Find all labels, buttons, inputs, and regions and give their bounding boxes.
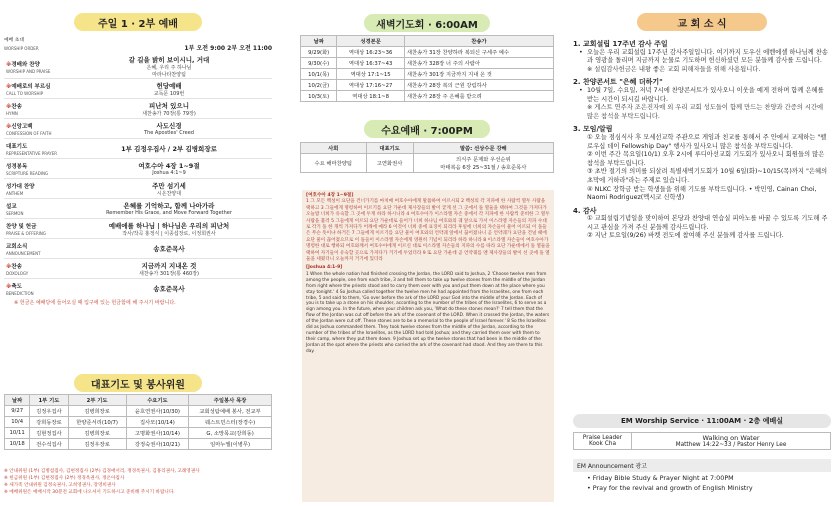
order-item-kr: 성경봉독 [6,163,28,170]
order-item-kr: 신앙고백 [11,123,33,130]
dawn-cell: 역대상 16:23~36 [337,47,404,58]
em-leader-role: Praise Leader [582,435,623,441]
order-row [4,159,272,179]
order-item-name [4,179,66,199]
prayer-header-cell: 수요기도 [126,395,188,406]
news-title: 교 회 소 식 [637,13,767,31]
order-header-right: 1부 오전 9:00 2부 오전 11:00 [184,45,272,52]
prayer-cell: 교회성탐예배 봉사, 전교부 [189,406,272,417]
scripture-text [302,190,554,502]
worship-order-column [4,0,272,507]
dawn-header-cell: 성경본문 [337,36,404,47]
scripture-ref-en: [Joshua 4:1-9] [306,265,343,271]
order-item-main: 헌당예배 [156,81,182,90]
order-item-kr: 찬송 [11,103,22,110]
prayer-header-cell: 날짜 [5,395,30,406]
order-row [4,259,272,279]
em-announce-item: • Pray for the revival and growth of English Ministry [587,484,753,492]
order-item-sub: 새찬송가 301장(통 460장) [139,270,199,277]
wed-sermon-title: 의식주 문제와 우선순위 [456,157,511,163]
standing-star-icon: ※ [6,103,12,110]
worship-order-table [4,55,272,299]
order-item-sub: Remember His Grace, and Move Forward Together [106,210,232,216]
order-item-content [66,199,272,219]
prayer-row [5,406,272,417]
dawn-row [301,69,554,80]
em-row [574,433,831,450]
order-item-main: 송호준목사 [153,285,185,294]
order-row [4,139,272,159]
news-list [573,36,831,241]
order-item-content [66,179,272,199]
dawn-cell: 새찬송가 328장 너 주의 사람아 [404,58,553,69]
prayer-header-cell: 주일봉사 목장 [189,395,272,406]
prayer-row [5,417,272,428]
order-item-name [4,239,66,259]
order-item-en: CONFESSION OF FAITH [6,130,52,136]
prayer-cell: 10/18 [5,439,30,450]
offering-note: ※ 헌금은 예배당에 들어오실 때 입구에 있는 헌금함에 해 주시기 바랍니다. [14,300,176,306]
news-item: ※ 설립감사헌금은 내왕 좋은 교회 피해자들을 위해 사용됩니다. [587,65,761,73]
em-title: EM Worship Service · 11:00AM · 2층 예배실 [573,414,831,428]
order-item-content [66,119,272,139]
standing-star-icon: ※ [6,263,12,270]
order-item-kr: 교회소식 [6,243,28,250]
order-item-main: 갈 길을 밝히 보이시니, 거대 [128,56,210,64]
news-item: ④ NLKC 장학금 받는 학생들을 위해 기도를 부탁드립니다. • 박민영, Cainan Choi, Naomi Rodriguez(멕시코 신학생) [587,185,817,202]
order-item-main: 여호수아 4장 1~9절 [138,162,200,170]
scripture-text-kr: 1 그 모든 백성이 요단을 건너가기를 마치매 여호수아에게 말씀하여 이르시되 2 백성의 각 지파에 한 사람씩 열두 사람을 택하고 3 그들에게 명령하여 이르기를 요단 가운데 제사장들의 발이 굳게 선 그 곳에서 돌 열둘을 택하여 그것을 가져다가 오늘밤 너희가 유숙할 그 곳에 두게 하라 하시니라 4 여호수아가 이스라엘 자손 중에서 각 지파에 한 사람씩 준비한 그 열두 사람을 불러 5 그들에게 이르되 요단 가운데로 들어가 너희 하나님 여호와의 궤 앞으로 가서 이스라엘 자손들의 지파 수대로 각기 돌 한 개씩 가져다가 어깨에 메라 6 이것이 너희 중에 표징이 되리라 후일에 너희의 자손들이 물어 이르되 이 돌들은 무슨 뜻이냐 하거든 7 그들에게 이르기를 요단 물이 여호와의 언약궤 앞에서 끊어졌나니 곧 언약궤가 요단을 건널 때에 요단 물이 끊어졌으므로 이 돌들이 이스라엘 자손에게 영원히 기념이 되리라 하라 하니라 8 이스라엘 자손들이 여호수아가 명령한 대로 행하되 여호와께서 여호수아에게 이르신 대로 이스라엘 자손들의 지파의 수를 따라 요단 가운데에서 돌 열둘을 택하여 자기들이 유숙할 곳으로 가져다가 거기에 두었더라 9 또 요단 가운데 곧 언약궤를 멘 제사장들의 발이 선 곳에 돌 열둘을 세웠더니 오늘까지 거기에 있더라 [306,199,550,263]
news-column [573,0,831,507]
order-row [4,119,272,139]
volunteer-note: ※ 헌금위원 (1부) 김현정집사 (2부) 정경옥권사, 정온아집사 [4,476,125,481]
dawn-cell: 역대상 18:1~8 [337,91,404,102]
order-item-kr: 찬송 [11,263,22,270]
order-row [4,219,272,239]
dawn-cell: 새찬송가 28장 주 은혜를 받으려 [404,91,553,102]
order-item-name [4,119,66,139]
sunday-worship-title: 주일 1 · 2부 예배 [74,13,202,31]
order-item-main: 주만 섬기세 [152,181,186,190]
prayer-cell: 강희동장로 [30,417,68,428]
order-item-en: ANTHEM [6,190,24,196]
volunteer-note: ※ 안내위원 (1부) 김병섭집사, 김현정집사 (2부) 김경애서리, 정경옥권사, 김홍리권사, 고례영권사 [4,469,200,474]
dawn-header-cell: 찬송가 [404,36,553,47]
volunteer-notes [4,468,272,496]
wednesday-title: 수요예배 · 7:00PM [364,120,490,138]
dawn-row [301,47,554,58]
dawn-prayer-table [300,35,554,102]
order-item-en: ANNOUNCEMENT [6,250,41,256]
em-sermon-title: Walking on Water [702,434,760,442]
order-item-kr: 찬양 및 헌금 [6,223,37,230]
news-item: ② 이번 주간 목요일(10/1) 오후 2시에 루디아선교회 기도회가 있사오니 회원들의 많은 참석을 부탁드립니다. [587,151,825,167]
prayer-cell: 고명화권사(10/14) [126,428,188,439]
order-item-main: 은혜를 기억하고, 함께 나아가라 [123,202,215,210]
em-leader [574,433,632,450]
order-item-name [4,139,66,159]
news-item: • 오늘은 우리 교회설립 17주년 감사주일입니다. 여기까지 도우신 에벤에셀 하나님께 찬송과 영광을 돌리며 지금까지 눈물로 기도하며 헌신하셨던 모든 분들께 감사를 드립니다. [573,49,831,66]
dawn-row [301,58,554,69]
news-heading: 1. 교회설립 17주년 감사 주일 [573,40,668,48]
scripture-ref-kr: [여호수아 4장 1~9절] [306,193,354,198]
order-item-main: 송호준목사 [153,245,185,253]
wed-leader: 수요 해마찬양팀 [301,154,367,173]
order-item-content [66,259,272,279]
prayer-cell: 전수석집사 [30,439,68,450]
prayer-cell: 김현정집사 [30,428,68,439]
order-item-content [66,279,272,299]
dawn-row [301,80,554,91]
em-announce-title: EM Announcement 광고 [573,459,831,472]
order-item-content [66,99,272,119]
order-item-main: 사도신경 [156,122,182,130]
order-item-en: SERMON [6,210,24,216]
order-item-en: HYMN [6,110,18,116]
standing-star-icon: ※ [6,283,12,290]
wed-header-cell: 말씀: 선상수문 강해 [413,143,553,154]
order-item-content [66,219,272,239]
order-item-name [4,279,66,299]
order-header-left [4,36,39,51]
dawn-cell: 역대상 17:16~27 [337,80,404,91]
em-sermon-ref: Matthew 14:22~33 / Pastor Henry Lee [675,442,787,448]
order-row [4,239,272,259]
news-item: ※ 게스트 연주자 조은진자매 외 우리 교회 성도들이 함께 만드는 찬양과 간증의 시간에 많은 참석을 부탁드립니다. [587,104,824,120]
order-item-content [66,139,272,159]
order-row [4,179,272,199]
prayer-cell: 집사모(10/14) [126,417,188,428]
prayer-table [4,394,272,450]
volunteer-note: ※ 새가족 안내위원 김정숙권사, 고희영권사, 장영희권사 [4,483,116,488]
order-item-kr: 축도 [11,283,22,290]
wednesday-row [301,154,554,173]
em-sermon [632,433,831,450]
wed-header-cell: 대표기도 [366,143,413,154]
em-leader-name: Kook Cha [588,441,617,447]
prayer-row [5,428,272,439]
order-item-sub: 작사/작곡 홍정식 | 이종섭장로, 이정희권사 [122,230,216,237]
prayer-header-cell: 2부 기도 [68,395,126,406]
order-item-sub: 시온찬양대 [156,190,182,197]
order-header-left-en: WORSHIP ORDER [4,46,39,51]
prayer-cell: 한양준서리(10/7) [68,417,126,428]
dawn-header-cell: 날짜 [301,36,337,47]
wed-prayer: 고연화권사 [366,154,413,173]
dawn-cell: 10/1(목) [301,69,337,80]
order-item-sub: 은혜, 우리 주 하나님 [146,65,192,71]
order-item-main: 지금까지 지내온 것 [141,261,197,270]
prayer-cell: 9/27 [5,406,30,417]
order-item-name [4,79,66,99]
order-item-content [66,55,272,79]
order-item-name [4,219,66,239]
order-row [4,79,272,99]
order-item-sub: 교독문 109번 [153,90,185,97]
wed-header-cell: 사회 [301,143,367,154]
volunteer-note: ※ 예배위원은 예배시작 30분전 교회에 나오셔서 기도하시고 준비해 주시기 바랍니다. [4,490,175,495]
order-item-en: SCRIPTURE READING [6,170,49,176]
dawn-cell: 새찬송가 31장 찬양하라 복되신 구세주 예수 [404,47,553,58]
prayer-cell: 윤호연권사(10/30) [126,406,188,417]
order-item-en: BENEDICTION [6,290,34,296]
order-item-name [4,55,66,79]
order-row [4,199,272,219]
em-announce-item: • Friday Bible Study & Prayer Night at 7:00PM [587,474,734,482]
order-item-kr: 대표기도 [6,143,28,150]
order-item-sub: The Apostles' Creed [144,130,194,136]
order-item-main: 1부 김정우집사 / 2부 김병희장로 [121,145,217,153]
order-item-kr: 성가대 찬양 [6,183,35,190]
wednesday-table [300,142,554,173]
prayer-cell: 김병희장로 [68,428,126,439]
order-item-name [4,259,66,279]
order-item-name [4,99,66,119]
order-item-en: CALL TO WORSHIP [6,90,44,96]
news-item: ② 지난 토요일(9/26) 바켓 전도에 참여해 주신 분들께 감사를 드립니다. [587,232,784,240]
news-item: • 10월 7일, 수요일, 저녁 7시에 찬양콘서트가 있사오니 이웃을 예게 전하며 함께 은혜를 받는 시간이 되시길 바랍니다. [573,87,831,104]
wed-sermon-ref: 마태복음 6장 25~31절 / 송호준목사 [440,165,527,171]
em-announce-list [587,473,827,493]
prayer-cell: G, 소망목교(강희동) [189,428,272,439]
prayer-row [5,439,272,450]
prayer-cell: 임마누엘(이병무) [189,439,272,450]
order-row [4,279,272,299]
prayer-cell: 김정우장로 [68,439,126,450]
order-item-sub: Joshua 4:1~9 [152,170,186,176]
order-item-en: REPRESENTATIVE PRAYER [6,150,58,156]
dawn-row [301,91,554,102]
em-table [573,432,831,450]
dawn-cell: 새찬송가 28장 복의 근원 강림하사 [404,80,553,91]
prayer-title: 대표기도 및 봉사위원 [74,374,202,392]
order-item-content [66,239,272,259]
prayer-header-cell: 1부 기도 [30,395,68,406]
dawn-prayer-title: 새벽기도회 · 6:00AM [364,14,490,32]
dawn-cell: 9/30(수) [301,58,337,69]
standing-star-icon: ※ [6,61,12,68]
standing-star-icon: ※ [6,123,12,130]
wed-sermon [413,154,553,173]
prayer-cell: 10/4 [5,417,30,428]
order-item-content [66,159,272,179]
dawn-cell: 10/3(토) [301,91,337,102]
order-item-en: WORSHIP AND PRAISE [6,68,51,74]
order-item-main: 피난처 있으니 [149,101,189,110]
prayer-cell: 김병희장로 [68,406,126,417]
order-row [4,55,272,79]
order-item-main: 예배에를 하나님 | 하나님은 우리의 피난처 [108,221,230,230]
standing-star-icon: ※ [6,83,12,90]
prayer-cell: 웨스트민스터(장경수) [189,417,272,428]
dawn-cell: 새찬송가 301장 지금까지 지내 온 것 [404,69,553,80]
news-heading: 4. 감사 [573,206,597,215]
news-heading: 2. 찬양콘서트 "은혜 더하기" [573,78,663,87]
dawn-cell: 역대상 16:37~43 [337,58,404,69]
dawn-cell: 9/29(화) [301,47,337,58]
news-heading: 3. 모임/알림 [573,125,613,134]
order-item-en: PRAISE & OFFERING [6,230,47,236]
order-header-left-kr: 예배 초대 [4,38,25,43]
order-item-name [4,159,66,179]
news-item: ③ 초반 절기의 의미를 되살려 특별새벽기도회가 10월 6일(화)~10/15(목)까지 "은혜의 초막에 거하라"라는 주제로 있습니다. [587,168,828,184]
order-item-en: DOXOLOGY [6,270,29,276]
scripture-text-en: 1 When the whole nation had finished crossing the Jordan, the LORD said to Joshua, 2 'Choose twelve men from among the people, one from each tribe, 3 and tell them to take up twelve stones from the middle of the Jordan from right where the priests stood and to carry them over with you and put them down at the place where you stay tonight.' 4 So Joshua called together the twelve men he had appointed from the Israelites, one from each tribe, 5 and said to them, 'Go over before the ark of the LORD your God into the middle of the Jordan. Each of you is to take up a stone on his shoulder, according to the number of the tribes of the Israelites, 6 to serve as a sign among you. In the future, when your children ask you, 'What do these stones mean?' 7 tell them that the flow of the Jordan was cut off before the ark of the covenant of the LORD. When it crossed the Jordan, the waters of the Jordan were cut off. These stones are to be a memorial to the people of Israel forever.' 8 So the Israelites did as Joshua commanded them. They took twelve stones from the middle of the Jordan, according to the number of the tribes of the Israelites, as the LORD had told Joshua; and they carried them over with them to their camp, where they put them down. 9 Joshua set up the twelve stones that had been in the middle of the Jordan at the spot where the priests who carried the ark of the covenant had stood. And they are there to this day. [306,271,550,354]
news-item: ① 교회설립기념일을 맞이하여 본당과 찬양대 연습실 피아노를 바꿀 수 있도록 기도해 주시고 관심을 가져 주신 분들께 감사드립니다. [587,215,828,231]
prayer-cell: 강정숙권사(10/21) [126,439,188,450]
order-item-kr: 설교 [6,203,17,210]
prayer-cell: 김정우집사 [30,406,68,417]
order-row [4,99,272,119]
order-item-name [4,199,66,219]
news-item: ① 오늘 점심식사 후 모세선교학 주관으로 게임과 친교를 통해서 주 안에서 교제하는 "펠로우십 데이 Fellowship Day" 행사가 있사오니 많은 참석을 부탁드립니다. [587,133,827,150]
order-item-kr: 예배로의 부르심 [11,83,51,90]
dawn-cell: 역대상 17:1~15 [337,69,404,80]
order-item-kr: 경배와 찬양 [11,61,40,68]
dawn-cell: 10/2(금) [301,80,337,91]
weekday-column [300,0,554,507]
order-item-sub: 새찬송가 70장(통 79장) [142,110,196,117]
order-item-content [66,79,272,99]
order-item-sub2: 마라나타찬양팀 [152,72,186,78]
prayer-cell: 10/11 [5,428,30,439]
